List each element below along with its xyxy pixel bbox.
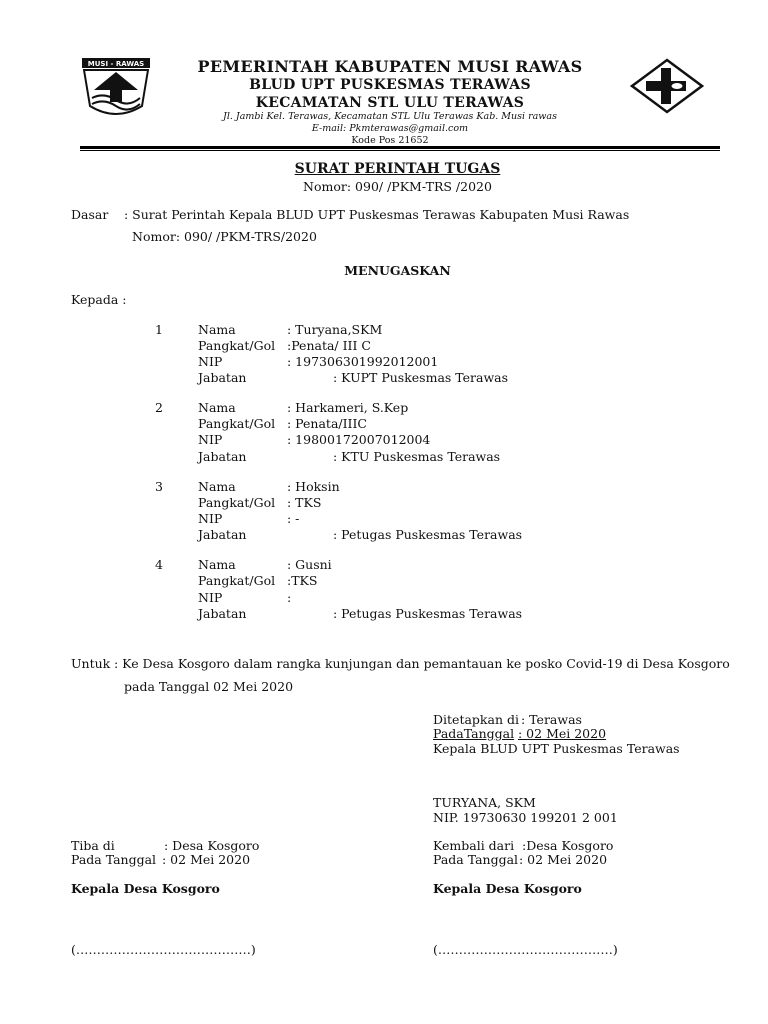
header-line3: KECAMATAN STL ULU TERAWAS bbox=[255, 95, 525, 111]
nama-label: Nama bbox=[198, 322, 236, 337]
nama-label: Nama bbox=[198, 479, 236, 494]
kembali-date-label: Pada Tanggal bbox=[433, 852, 519, 867]
nama-label: Nama bbox=[198, 557, 236, 572]
jabatan-label: Jabatan bbox=[198, 370, 247, 385]
header-divider-thick bbox=[80, 146, 720, 149]
tiba-value: : Desa Kosgoro bbox=[164, 838, 260, 853]
person-number: 4 bbox=[155, 557, 163, 572]
pangkat-label: Pangkat/Gol bbox=[198, 573, 276, 588]
tiba-sign-line: (……………………………………) bbox=[71, 942, 256, 957]
pangkat-value: : TKS bbox=[287, 495, 322, 510]
jabatan-label: Jabatan bbox=[198, 449, 247, 464]
pangkat-label: Pangkat/Gol bbox=[198, 338, 276, 353]
nip-label: NIP bbox=[198, 511, 223, 526]
person-number: 3 bbox=[155, 479, 163, 494]
signer-nip: NIP. 19730630 199201 2 001 bbox=[433, 810, 618, 825]
puskesmas-logo bbox=[630, 58, 704, 114]
nip-label: NIP bbox=[198, 590, 223, 605]
letter-number: Nomor: 090/ /PKM-TRS /2020 bbox=[303, 179, 492, 194]
dasar-text: : Surat Perintah Kepala BLUD UPT Puskesmas Terawas Kabupaten Musi Rawas bbox=[124, 207, 630, 222]
untuk-text: : Ke Desa Kosgoro dalam rangka kunjungan dan pemantauan ke posko Covid-19 di Desa Kosgoro bbox=[114, 656, 730, 671]
page-title: SURAT PERINTAH TUGAS bbox=[294, 161, 501, 177]
jabatan-label: Jabatan bbox=[198, 527, 247, 542]
pangkat-value: : Penata/IIIC bbox=[287, 416, 367, 431]
person-number: 1 bbox=[155, 322, 163, 337]
header-line2: BLUD UPT PUSKESMAS TERAWAS bbox=[249, 77, 531, 93]
tiba-sign-title: Kepala Desa Kosgoro bbox=[71, 881, 220, 896]
person-number: 2 bbox=[155, 400, 163, 415]
jabatan-value: : Petugas Puskesmas Terawas bbox=[333, 527, 523, 542]
nama-value: : Hoksin bbox=[287, 479, 340, 494]
nip-value: : 197306301992012001 bbox=[287, 354, 439, 369]
kembali-sign-line: (……………………………………) bbox=[433, 942, 618, 957]
tiba-label: Tiba di bbox=[71, 838, 115, 853]
nip-label: NIP bbox=[198, 354, 223, 369]
jabatan-label: Jabatan bbox=[198, 606, 247, 621]
header-address: Jl. Jambi Kel. Terawas, Kecamatan STL Ulu Terawas Kab. Musi rawas bbox=[223, 111, 557, 122]
ditetapkan-value: : Terawas bbox=[521, 712, 582, 727]
header-line1: PEMERINTAH KABUPATEN MUSI RAWAS bbox=[197, 57, 583, 76]
menugaskan-heading: MENUGASKAN bbox=[344, 263, 451, 278]
padatanggal-value: : 02 Mei 2020 bbox=[518, 726, 607, 741]
dasar-label: Dasar bbox=[71, 207, 109, 222]
kembali-value: :Desa Kosgoro bbox=[522, 838, 614, 853]
signer-position: Kepala BLUD UPT Puskesmas Terawas bbox=[433, 741, 680, 756]
pangkat-label: Pangkat/Gol bbox=[198, 495, 276, 510]
nama-value: : Turyana,SKM bbox=[287, 322, 383, 337]
kembali-label: Kembali dari bbox=[433, 838, 515, 853]
tiba-date-value: : 02 Mei 2020 bbox=[162, 852, 251, 867]
nip-label: NIP bbox=[198, 432, 223, 447]
kembali-sign-title: Kepala Desa Kosgoro bbox=[433, 881, 582, 896]
logo-label: MUSI - RAWAS bbox=[87, 60, 145, 68]
nama-value: : Harkameri, S.Kep bbox=[287, 400, 409, 415]
header-postal: Kode Pos 21652 bbox=[351, 135, 429, 146]
nip-value: : bbox=[287, 590, 292, 605]
signer-name: TURYANA, SKM bbox=[433, 795, 536, 810]
jabatan-value: : Petugas Puskesmas Terawas bbox=[333, 606, 523, 621]
nip-value: : 19800172007012004 bbox=[287, 432, 431, 447]
nip-value: : - bbox=[287, 511, 300, 526]
tiba-date-label: Pada Tanggal bbox=[71, 852, 157, 867]
kembali-date-value: : 02 Mei 2020 bbox=[519, 852, 608, 867]
header-divider-thin bbox=[80, 150, 720, 151]
nama-label: Nama bbox=[198, 400, 236, 415]
jabatan-value: : KTU Puskesmas Terawas bbox=[333, 449, 501, 464]
pangkat-value: :TKS bbox=[287, 573, 318, 588]
pangkat-label: Pangkat/Gol bbox=[198, 416, 276, 431]
jabatan-value: : KUPT Puskesmas Terawas bbox=[333, 370, 509, 385]
untuk-date: pada Tanggal 02 Mei 2020 bbox=[124, 679, 294, 694]
kepada-label: Kepada : bbox=[71, 292, 127, 307]
ditetapkan-label: Ditetapkan di bbox=[433, 712, 519, 727]
padatanggal-label: PadaTanggal bbox=[433, 726, 515, 741]
untuk-label: Untuk bbox=[71, 656, 111, 671]
dasar-number: Nomor: 090/ /PKM-TRS/2020 bbox=[132, 229, 317, 244]
header-email: E-mail: Pkmterawas@gmail.com bbox=[311, 123, 469, 134]
nama-value: : Gusni bbox=[287, 557, 332, 572]
pangkat-value: :Penata/ III C bbox=[287, 338, 371, 353]
